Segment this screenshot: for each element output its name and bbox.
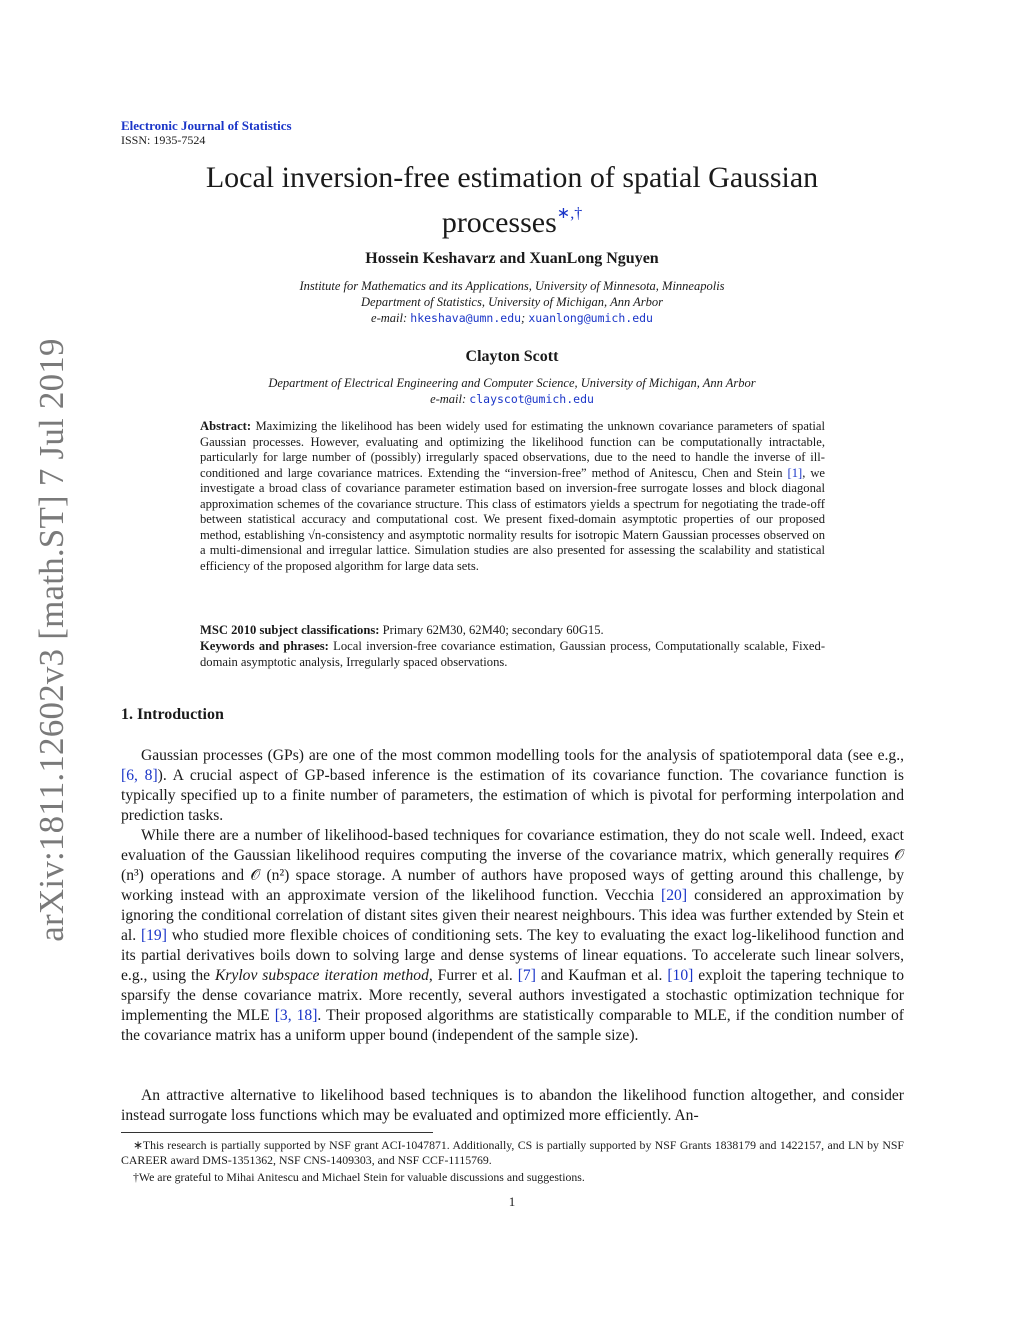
title-line-2 <box>100 196 924 241</box>
p2-text-d: , Furrer et al. <box>428 967 518 984</box>
affiliation-michigan-eecs: Department of Electrical Engineering and Computer Science, University of Michigan, Ann Arbor <box>268 376 756 390</box>
issn: ISSN: 1935-7524 <box>121 133 206 147</box>
page-number: 1 <box>508 1194 516 1209</box>
footnote-acknowledgement: †We are grateful to Mihai Anitescu and Michael Stein for valuable discussions and suggestions. <box>133 1170 585 1184</box>
abstract-label: Abstract: <box>200 419 252 433</box>
p2-text-g: . Their proposed algorithms are statistically comparable to MLE, if the condition number of the covariance matrix has a uniform upper bound (independent of the sample size). <box>121 1007 904 1044</box>
citation-1[interactable]: [1] <box>787 465 803 480</box>
email-line-2 <box>100 391 924 407</box>
krylov-method-term: Krylov subspace iteration method <box>214 967 429 984</box>
title-line-2-text: processes <box>441 206 557 239</box>
citation-20[interactable]: [20] <box>661 887 688 904</box>
citation-3-18[interactable]: [3, 18] <box>274 1007 318 1024</box>
p2-text-a: While there are a number of likelihood-based techniques for covariance estimation, they do not scale well. Indeed, exact evaluation of the Gaussian likelihood requires computing the inverse of the covariance matrix, which generally requires 𝒪 (n³) operations and 𝒪 (n²) space storage. A number of authors have proposed ways of getting around this challenge, by working instead with an approximate version of the likelihood function. Vecchia <box>121 827 904 904</box>
section-heading-introduction: 1. Introduction <box>121 706 224 723</box>
email-nguyen[interactable]: xuanlong@umich.edu <box>528 311 653 325</box>
msc-classification <box>200 623 825 639</box>
journal-name-link[interactable]: Electronic Journal of Statistics <box>121 118 292 133</box>
authors-secondary: Clayton Scott <box>465 348 559 365</box>
citation-10[interactable]: [10] <box>667 967 694 984</box>
email-line-1 <box>100 310 924 326</box>
affiliation-michigan-stats: Department of Statistics, University of Michigan, Ann Arbor <box>361 295 663 309</box>
abstract-text-1: Maximizing the likelihood has been widely used for estimating the unknown covariance parameters of spatial Gaussian processes. However, evaluating and optimizing the likelihood function can be computationally intractable, particularly for large number of (possibly) irregularly spaced observations, due to the need to handle the inverse of ill-conditioned and large covariance matrices. Extending the “inversion-free” method of Anitescu, Chen and Stein <box>200 419 825 480</box>
title-footnote-marks[interactable]: ∗,† <box>556 205 583 222</box>
intro-paragraph-1 <box>121 746 904 826</box>
abstract-text-2: , we investigate a broad class of covariance parameter estimation based on inversion-free surrogate losses and block diagonal approximation schemes of the covariance structure. This class of estimators yields a spectrum for negotiating the trade-off between statistical accuracy and computational cost. We present fixed-domain asymptotic properties of our proposed method, establishing √n-consistency and asymptotic normality results for isotropic Matern Gaussian processes observed on a multi-dimensional and irregular lattice. Simulation studies are also presented for assessing the scalability and statistical efficiency of the proposed algorithm for large data sets. <box>200 465 825 573</box>
p2-text-f: exploit the tapering technique to sparsify the dense covariance matrix. More recently, several authors investigated a stochastic optimization technique for implementing the MLE <box>121 967 905 1024</box>
email-separator: ; <box>521 311 526 325</box>
abstract <box>200 419 825 574</box>
email-label: e-mail: <box>430 392 467 406</box>
msc-text: Primary 62M30, 62M40; secondary 60G15. <box>382 623 604 637</box>
citation-19[interactable]: [19] <box>140 927 167 944</box>
msc-label: MSC 2010 subject classifications: <box>200 623 380 637</box>
email-scott[interactable]: clayscot@umich.edu <box>469 392 594 406</box>
p2-text-c: who studied more flexible choices of conditioning sets. The key to evaluating the exact log-likelihood function and its partial derivatives boils down to solving large and dense systems of linear equations. To accelerate such linear solvers, e.g., using the <box>121 927 904 984</box>
citation-7[interactable]: [7] <box>517 967 536 984</box>
email-keshavarz[interactable]: hkeshava@umn.edu <box>410 311 522 325</box>
title-line-1: Local inversion-free estimation of spatial Gaussian <box>205 161 819 194</box>
intro-paragraph-2 <box>121 826 904 1046</box>
authors-primary: Hossein Keshavarz and XuanLong Nguyen <box>365 250 659 267</box>
footnote-divider <box>121 1132 433 1133</box>
keywords-text: Local inversion-free covariance estimation, Gaussian process, Computationally scalable, Fixed-domain asymptotic analysis, Irregularly spaced observations. <box>200 639 826 669</box>
paper-title <box>100 160 924 241</box>
keywords-label: Keywords and phrases: <box>200 639 329 653</box>
intro-paragraph-3: An attractive alternative to likelihood based techniques is to abandon the likelihood function altogether, and consider instead surrogate loss functions which may be evaluated and optimized more efficiently. An- <box>121 1087 904 1124</box>
affiliation-block-1 <box>100 278 924 326</box>
citation-6-8[interactable]: [6, 8] <box>121 767 158 784</box>
affiliation-minnesota: Institute for Mathematics and its Applications, University of Minnesota, Minneapolis <box>299 279 725 293</box>
keywords <box>200 639 825 670</box>
p2-text-e: and Kaufman et al. <box>535 967 668 984</box>
arxiv-identifier-stamp: arXiv:1811.12602v3 [math.ST] 7 Jul 2019 <box>32 338 71 942</box>
p2-text-b: considered an approximation by ignoring the conditional correlation of distant sites given their nearest neighbours. This idea was further extended by Stein et al. <box>121 887 904 944</box>
email-label: e-mail: <box>371 311 408 325</box>
footnote-funding: ∗This research is partially supported by NSF grant ACI-1047871. Additionally, CS is partially supported by NSF Grants 1838179 and 1422157, and LN by NSF CAREER award DMS-1351362, NSF CNS-1409303, and NSF CCF-1115769. <box>121 1138 904 1167</box>
p1-text-a: Gaussian processes (GPs) are one of the most common modelling tools for the analysis of spatiotemporal data (see e.g., <box>141 747 904 764</box>
affiliation-block-2 <box>100 375 924 407</box>
p1-text-b: ). A crucial aspect of GP-based inference is the estimation of its covariance function. The covariance function is typically specified up to a finite number of parameters, the estimation of which is pivotal for performing interpolation and prediction tasks. <box>121 767 905 824</box>
